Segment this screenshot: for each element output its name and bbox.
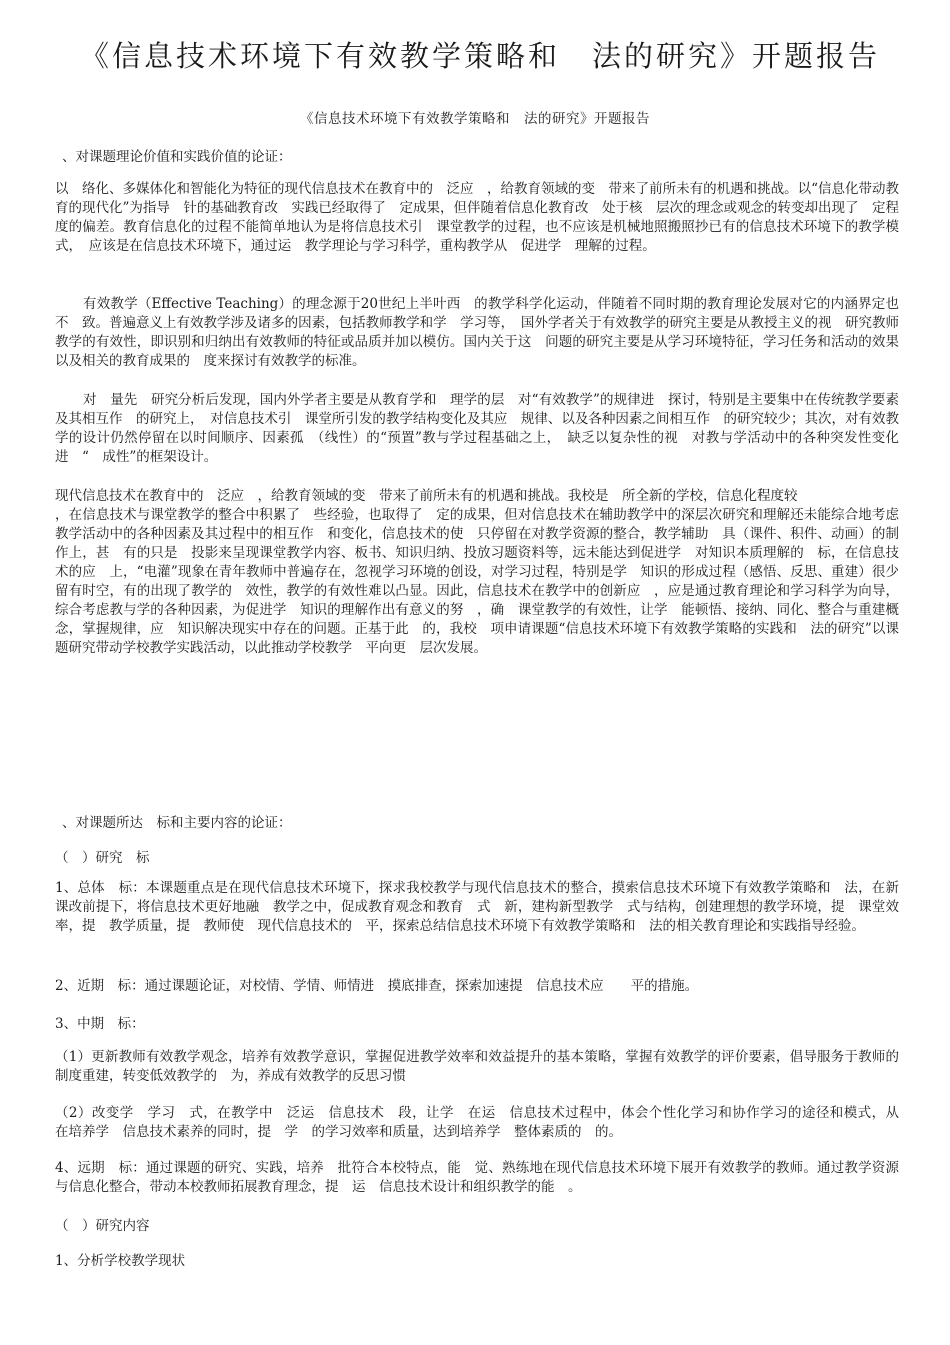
section1-paragraph-4: ，在信息技术与课堂教学的整合中积累了 些经验，也取得了 定的成果，但对信息技术在辅助教学中的深层次研究和理解还未能综合地考虑教学活动中的各种因素及其过程中的相互作 和变化，信息技术的使 只停留在对教学资源的整合，教学辅助 具（课件、积件、动画）的制作上，甚 有的只是 投影来呈现课堂教学内容、板书、知识归纳、投放习题资料等，远未能达到促进学 对知识本质理解的 标，在信息技术的应 上，“电灌”现象在青年教师中普遍存在，忽视学习环境的创设，对学习过程，特别是学 知识的形成过程（感悟、反思、重建）很少留有时空，有的出现了教学的 效性，教学的有效性难以凸显。因此，信息技术在教学中的创新应 ，应是通过教育理论和学习科学为向导，综合考虑教与学的各种因素，为促进学 知识的理解作出有意义的努 ，确 课堂教学的有效性，让学 能顿悟、接纳、同化、整合与重建概念，掌握规律，应 知识解决现实中存在的问题。正基于此 的，我校 项申请课题“信息技术环境下有效教学策略的实践和 法的研究”以课题研究带动学校教学实践活动，以此推动学校教学 平向更 层次发展。 xyxy=(55,507,899,656)
document-title: 《信息技术环境下有效教学策略和 法的研究》开题报告 xyxy=(79,39,880,73)
section1-paragraph-4-line1: 现代信息技术在教育中的 泛应 ，给教育领域的变 带来了前所未有的机遇和挑战。我校是 所全新的学校，信息化程度较 xyxy=(55,488,798,504)
research-content-heading: （ ）研究内容 xyxy=(55,1218,150,1234)
section1-paragraph-1: 以 络化、多媒体化和智能化为特征的现代信息技术在教育中的 泛应 ，给教育领域的变 带来了前所未有的机遇和挑战。以“信息化带动教育的现代化”为指导 针的基础教育改 实践已经取得了 定成果，但伴随着信息化教育改 处于核 层次的理念或观念的转变却出现了 定程度的偏差。教育信息化的过程不能简单地认为是将信息技术引 课堂教学的过程，也不应该是机械地照搬照抄已有的信息技术环境下的教学模式， 应该是在信息技术环境下，通过运 教学理论与学习科学，重构教学从 促进学 理解的过程。 xyxy=(55,181,899,254)
goal-long-term: 4、远期 标：通过课题的研究、实践，培养 批符合本校特点，能 觉、熟练地在现代信息技术环境下展开有效教学的教师。通过教学资源与信息化整合，带动本校教师拓展教育理念，提 运 信息技术设计和组织教学的能 。 xyxy=(55,1160,899,1195)
section1-paragraph-2: 有效教学（Effective Teaching）的理念源于20世纪上半叶西 的教学科学化运动，伴随着不同时期的教育理论发展对它的内涵界定也不 致。普遍意义上有效教学涉及诸多的因素，包括教师教学和学 学习等， 国外学者关于有效教学的研究主要是从教授主义的视 研究教师教学的有效性，即识别和归纳出有效教师的特征或品质并加以模仿。国内关于这 问题的研究主要是从学习环境特征，学习任务和活动的效果以及相关的教育成果的 度来探讨有效教学的标准。 xyxy=(55,296,899,369)
research-content-item-1: 1、分析学校教学现状 xyxy=(55,1253,186,1269)
section2-heading: 、对课题所达 标和主要内容的论证： xyxy=(62,815,292,831)
research-goals-heading: （ ）研究 标 xyxy=(55,850,150,866)
goal-mid-term-item-1: （1）更新教师有效教学观念，培养有效教学意识，掌握促进教学效率和效益提升的基本策略，掌握有效教学的评价要素，倡导服务于教师的制度重建，转变低效教学的 为，养成有效教学的反思习惯 xyxy=(55,1049,899,1084)
goal-overall: 1、总体 标：本课题重点是在现代信息技术环境下，探求我校教学与现代信息技术的整合，摸索信息技术环境下有效教学策略和 法，在新课改前提下，将信息技术更好地融 教学之中，促成教育观念和教育 式 新，建构新型教学 式与结构，创建理想的教学环境，提 课堂效率，提 教学质量，提 教师使 现代信息技术的 平，探索总结信息技术环境下有效教学策略和 法的相关教育理论和实践指导经验。 xyxy=(55,880,899,934)
section1-heading: 、对课题理论价值和实践价值的论证： xyxy=(62,149,292,165)
section1-paragraph-3: 对 量先 研究分析后发现，国内外学者主要是从教育学和 理学的层 对“有效教学”的规律进 探讨，特别是主要集中在传统教学要素及其相互作 的研究上， 对信息技术引 课堂所引发的教学结构变化及其应 规律、以及各种因素之间相互作 的研究较少；其次，对有效教学的设计仍然停留在以时间顺序、因素孤 （线性）的“预置”教与学过程基础之上， 缺乏以复杂性的视 对教与学活动中的各种突发性变化进 “ 成性”的框架设计。 xyxy=(55,392,899,465)
document-subtitle: 《信息技术环境下有效教学策略和 法的研究》开题报告 xyxy=(300,111,650,127)
goal-mid-term-heading: 3、中期 标： xyxy=(55,1016,145,1032)
goal-mid-term-item-2: （2）改变学 学习 式，在教学中 泛运 信息技术 段，让学 在运 信息技术过程中，体会个性化学习和协作学习的途径和模式，从 在培养学 信息技术素养的同时，提 学 的学习效率和质量，达到培养学 整体素质的 的。 xyxy=(55,1105,913,1140)
goal-near-term: 2、近期 标：通过课题论证，对校情、学情、师情进 摸底排查，探索加速提 信息技术应 平的措施。 xyxy=(55,978,699,994)
